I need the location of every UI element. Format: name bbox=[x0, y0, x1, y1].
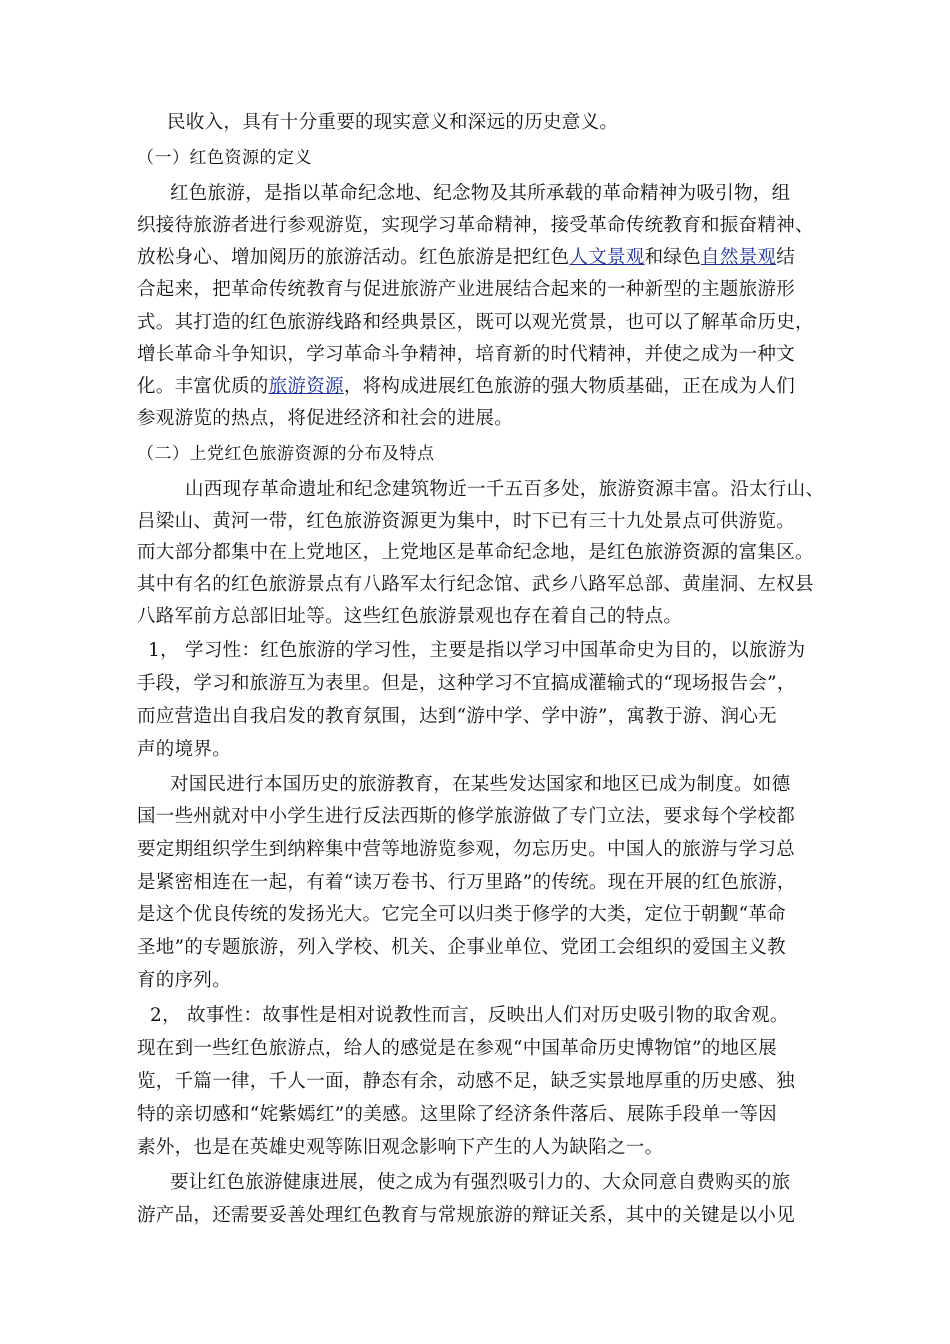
text-line: 参观游览的热点，将促进经济和社会的进展。 bbox=[137, 408, 514, 429]
text-line: 山西现存革命遗址和纪念建筑物近一千五百多处，旅游资源丰富。沿太行山、 bbox=[185, 479, 825, 500]
text-line: 对国民进行本国历史的旅游教育，在某些发达国家和地区已成为制度。如德 bbox=[170, 774, 791, 795]
text-line: 现在到一些红色旅游点，给人的感觉是在参观“中国革命历史博物馆”的地区展 bbox=[137, 1038, 777, 1059]
section-heading: （二）上党红色旅游资源的分布及特点 bbox=[137, 444, 435, 464]
text-segment: 和绿色 bbox=[644, 247, 702, 268]
text-line: 国一些州就对中小学生进行反法西斯的修学旅游做了专门立法，要求每个学校都 bbox=[137, 806, 796, 827]
text-line: 合起来，把革命传统教育与促进旅游产业进展结合起来的一种新型的主题旅游形 bbox=[137, 279, 796, 300]
text-line: 织接待旅游者进行参观游览，实现学习革命精神，接受革命传统教育和振奋精神、 bbox=[137, 215, 814, 236]
text-line: 游产品，还需要妥善处理红色教育与常规旅游的辩证关系，其中的关键是以小见 bbox=[137, 1205, 796, 1226]
text-line: 手段，学习和旅游互为表里。但是，这种学习不宜搞成灌输式的“现场报告会”， bbox=[137, 673, 796, 694]
text-line: 而大部分都集中在上党地区，上党地区是革命纪念地，是红色旅游资源的富集区。 bbox=[137, 542, 814, 563]
text-line: 式。其打造的红色旅游线路和经典景区，既可以观光赏景，也可以了解革命历史， bbox=[137, 312, 814, 333]
text-line: 圣地”的专题旅游，列入学校、机关、企事业单位、党团工会组织的爱国主义教 bbox=[137, 937, 786, 958]
numbered-item: 2， 故事性：故事性是相对说教性而言，反映出人们对历史吸引物的取舍观。 bbox=[150, 1005, 789, 1026]
link-tourism-resources[interactable]: 旅游资源 bbox=[268, 376, 344, 397]
numbered-item: 1， 学习性：红色旅游的学习性，主要是指以学习中国革命史为目的，以旅游为 bbox=[148, 640, 806, 661]
text-line: 要让红色旅游健康进展，使之成为有强烈吸引力的、大众同意自费购买的旅 bbox=[170, 1172, 791, 1193]
text-line: 要定期组织学生到纳粹集中营等地游览参观，勿忘历史。中国人的旅游与学习总 bbox=[137, 839, 796, 860]
text-line: 声的境界。 bbox=[137, 739, 232, 760]
section-heading: （一）红色资源的定义 bbox=[137, 148, 312, 168]
text-segment: 化。丰富优质的 bbox=[137, 376, 269, 397]
text-line: 红色旅游，是指以革命纪念地、纪念物及其所承载的革命精神为吸引物，组 bbox=[170, 183, 791, 204]
text-line: 览，千篇一律，千人一面，静态有余，动感不足，缺乏实景地厚重的历史感、独 bbox=[137, 1071, 796, 1092]
text-segment: 放松身心、增加阅历的旅游活动。红色旅游是把红色 bbox=[137, 247, 570, 268]
text-segment: 结 bbox=[776, 247, 796, 268]
link-humanistic-landscape[interactable]: 人文景观 bbox=[569, 247, 645, 268]
link-natural-landscape[interactable]: 自然景观 bbox=[701, 247, 777, 268]
text-line: 吕梁山、黄河一带，红色旅游资源更为集中，时下已有三十九处景点可供游览。 bbox=[137, 511, 796, 532]
text-line: 是这个优良传统的发扬光大。它完全可以归类于修学的大类，定位于朝觐“革命 bbox=[137, 904, 786, 925]
text-line: 特的亲切感和“姹紫嫣红”的美感。这里除了经济条件落后、展陈手段单一等因 bbox=[137, 1104, 777, 1125]
text-line: 民收入，具有十分重要的现实意义和深远的历史意义。 bbox=[167, 112, 619, 133]
text-line-with-links bbox=[137, 244, 795, 271]
text-line: 增长革命斗争知识，学习革命斗争精神，培育新的时代精神，并使之成为一种文 bbox=[137, 344, 796, 365]
text-line: 其中有名的红色旅游景点有八路军太行纪念馆、武乡八路军总部、黄崖洞、左权县 bbox=[137, 574, 814, 595]
text-line: 而应营造出自我启发的教育氛围，达到“游中学、学中游”，寓教于游、润心无 bbox=[137, 706, 777, 727]
text-line: 素外，也是在英雄史观等陈旧观念影响下产生的人为缺陷之一。 bbox=[137, 1137, 664, 1158]
text-segment: ，将构成进展红色旅游的强大物质基础，正在成为人们 bbox=[343, 376, 796, 397]
text-line: 八路军前方总部旧址等。这些红色旅游景观也存在着自己的特点。 bbox=[137, 606, 683, 627]
text-line: 是紧密相连在一起，有着“读万卷书、行万里路”的传统。现在开展的红色旅游， bbox=[137, 872, 796, 893]
text-line-with-link bbox=[137, 373, 795, 400]
text-line: 育的序列。 bbox=[137, 970, 232, 991]
